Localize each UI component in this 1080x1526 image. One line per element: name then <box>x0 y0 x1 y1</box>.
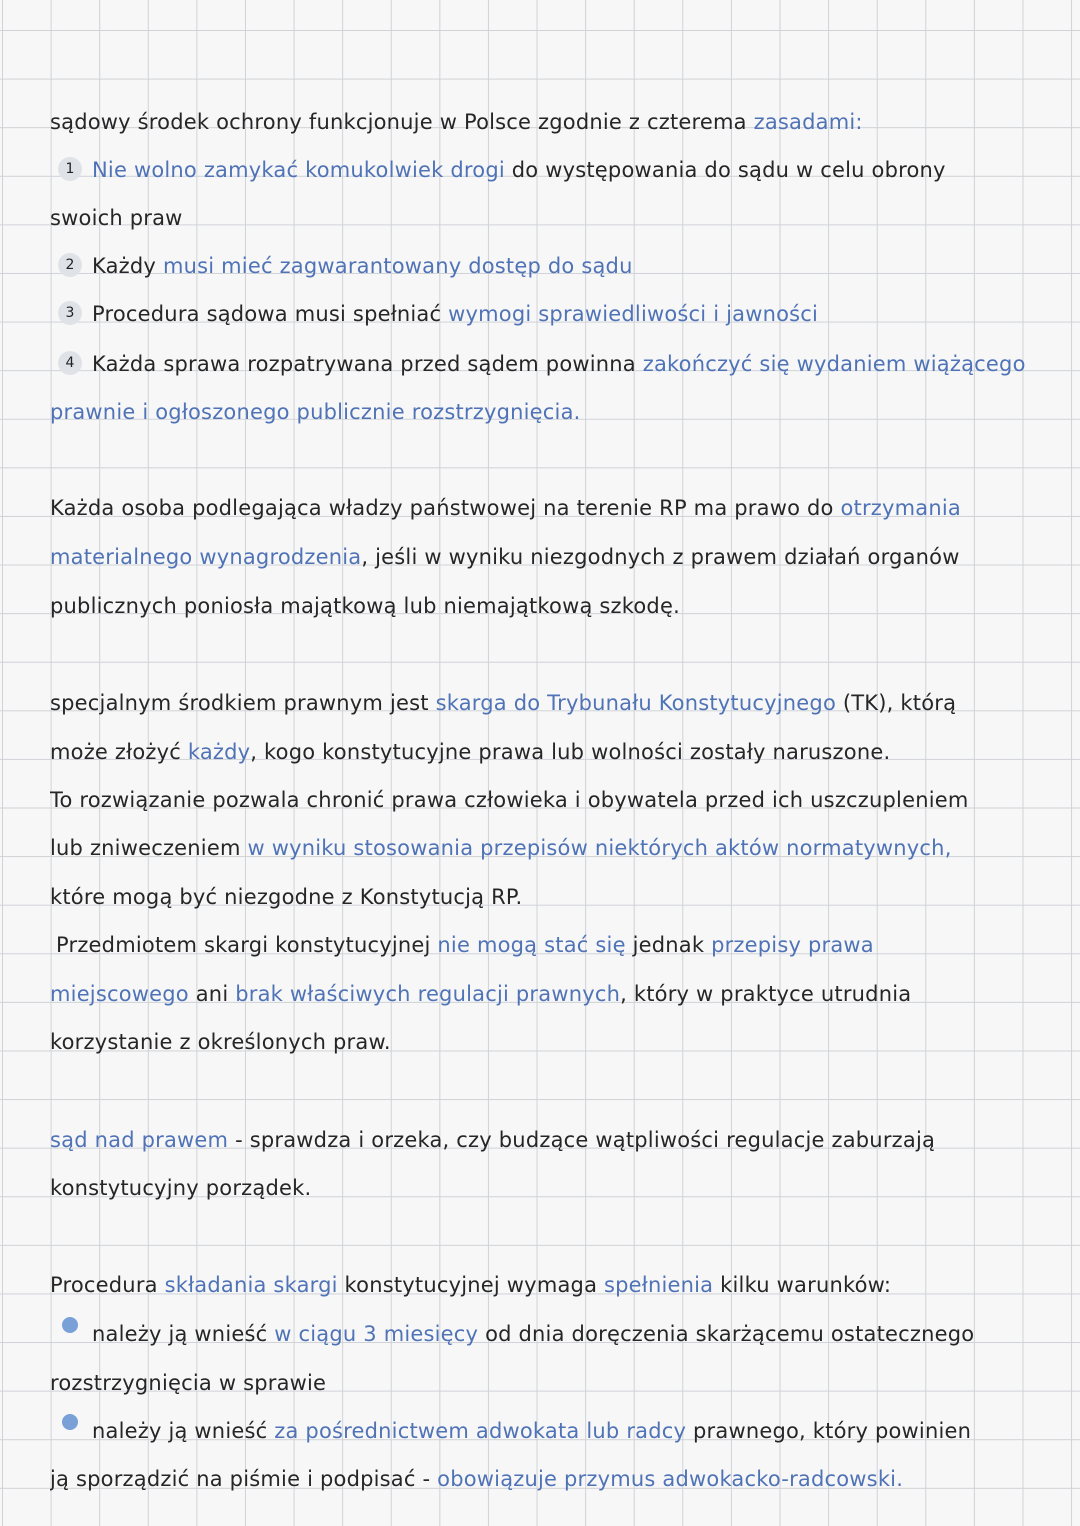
text: konstytucyjnej wymaga <box>337 1273 605 1297</box>
number-badge: 1 <box>58 157 82 181</box>
text: od dnia doręczenia skarżącemu ostatecznego <box>478 1322 975 1346</box>
text: prawnego, który powinien <box>686 1419 972 1443</box>
highlight: wymogi sprawiedliwości i jawności <box>448 302 819 326</box>
p2-line-3 <box>50 582 1040 630</box>
text: które mogą być niezgodne z Konstytucją RP. <box>50 885 523 909</box>
text: swoich praw <box>50 206 183 230</box>
highlight: spełnienia <box>604 1273 714 1297</box>
highlight: prawnie i ogłoszonego publicznie rozstrzygnięcia. <box>50 400 581 424</box>
highlight: Nie wolno zamykać komukolwiek drogi <box>92 158 505 182</box>
text: ją sporządzić na piśmie i podpisać - <box>50 1467 438 1491</box>
p2-line-1 <box>50 484 1040 532</box>
bullet-dot <box>62 1414 78 1430</box>
text: Każda osoba podlegająca władzy państwowej na terenie RP ma prawo do <box>50 496 841 520</box>
p4-line-2 <box>50 1164 1040 1212</box>
p1-line-6 <box>58 340 1040 388</box>
p5-line-5 <box>50 1455 1040 1503</box>
text: To rozwiązanie pozwala chronić prawa człowieka i obywatela przed ich uszczupleniem <box>50 788 969 812</box>
text: może złożyć <box>50 740 188 764</box>
highlight: brak właściwych regulacji prawnych <box>235 982 621 1006</box>
highlight: za pośrednictwem adwokata lub radcy <box>274 1419 687 1443</box>
p2-line-2 <box>50 533 1040 581</box>
highlight: miejscowego <box>50 982 189 1006</box>
text: jednak <box>625 933 712 957</box>
text: publicznych poniosła majątkową lub niemajątkową szkodę. <box>50 594 680 618</box>
p1-line-3 <box>50 194 1040 242</box>
highlight: materialnego wynagrodzenia <box>50 545 362 569</box>
text: należy ją wnieść <box>92 1322 275 1346</box>
number-badge: 3 <box>58 301 82 325</box>
highlight: nie mogą stać się <box>437 933 626 957</box>
text: Każda sprawa rozpatrywana przed sądem powinna <box>92 352 643 376</box>
p1-line-5 <box>58 290 1040 338</box>
text: Każdy <box>92 254 163 278</box>
highlight: w ciągu 3 miesięcy <box>274 1322 479 1346</box>
text: konstytucyjny porządek. <box>50 1176 312 1200</box>
text: lub zniweczeniem <box>50 836 248 860</box>
p5-line-3 <box>50 1359 1040 1407</box>
highlight: sąd nad prawem <box>50 1128 229 1152</box>
p3-line-3 <box>50 776 1040 824</box>
text: Przedmiotem skargi konstytucyjnej <box>56 933 438 957</box>
highlight: składania skargi <box>164 1273 338 1297</box>
p3-line-2 <box>50 728 1040 776</box>
bullet-dot <box>62 1317 78 1333</box>
text: korzystanie z określonych praw. <box>50 1030 391 1054</box>
text: , który w praktyce utrudnia <box>620 982 912 1006</box>
text: Procedura sądowa musi spełniać <box>92 302 449 326</box>
text: (TK), którą <box>836 691 957 715</box>
text: ani <box>188 982 236 1006</box>
p5-line-4 <box>62 1407 1040 1455</box>
p5-line-2 <box>62 1310 1040 1358</box>
highlight: obowiązuje przymus adwokacko-radcowski. <box>437 1467 904 1491</box>
text: - sprawdza i orzeka, czy budzące wątpliwości regulacje zaburzają <box>228 1128 936 1152</box>
number-badge: 4 <box>58 351 82 375</box>
text: specjalnym środkiem prawnym jest <box>50 691 436 715</box>
p3-line-6 <box>56 921 1040 969</box>
p1-line-4 <box>58 242 1040 290</box>
text: należy ją wnieść <box>92 1419 275 1443</box>
highlight: musi mieć zagwarantowany dostęp do sądu <box>162 254 633 278</box>
highlight: zasadami: <box>753 110 863 134</box>
highlight: skarga do Trybunału Konstytucyjnego <box>435 691 836 715</box>
text: , jeśli w wyniku niezgodnych z prawem działań organów <box>361 545 960 569</box>
text: kilku warunków: <box>713 1273 892 1297</box>
p3-line-8 <box>50 1018 1040 1066</box>
highlight: w wyniku stosowania przepisów niektórych aktów normatywnych, <box>247 836 952 860</box>
number-badge: 2 <box>58 253 82 277</box>
highlight: każdy <box>187 740 251 764</box>
text: , kogo konstytucyjne prawa lub wolności zostały naruszone. <box>250 740 891 764</box>
p1-line-1 <box>50 98 1040 146</box>
text: rozstrzygnięcia w sprawie <box>50 1371 327 1395</box>
p3-line-4 <box>50 824 1040 872</box>
text: sądowy środek ochrony funkcjonuje w Polsce zgodnie z czterema <box>50 110 754 134</box>
p3-line-1 <box>50 679 1040 727</box>
text: do występowania do sądu w celu obrony <box>504 158 946 182</box>
p1-line-2 <box>58 146 1040 194</box>
p3-line-5 <box>50 873 1040 921</box>
p1-line-7 <box>50 388 1040 436</box>
highlight: zakończyć się wydaniem wiążącego <box>642 352 1026 376</box>
p5-line-1 <box>50 1261 1040 1309</box>
p4-line-1 <box>50 1116 1040 1164</box>
p3-line-7 <box>50 970 1040 1018</box>
highlight: otrzymania <box>840 496 961 520</box>
text: Procedura <box>50 1273 165 1297</box>
highlight: przepisy prawa <box>711 933 874 957</box>
